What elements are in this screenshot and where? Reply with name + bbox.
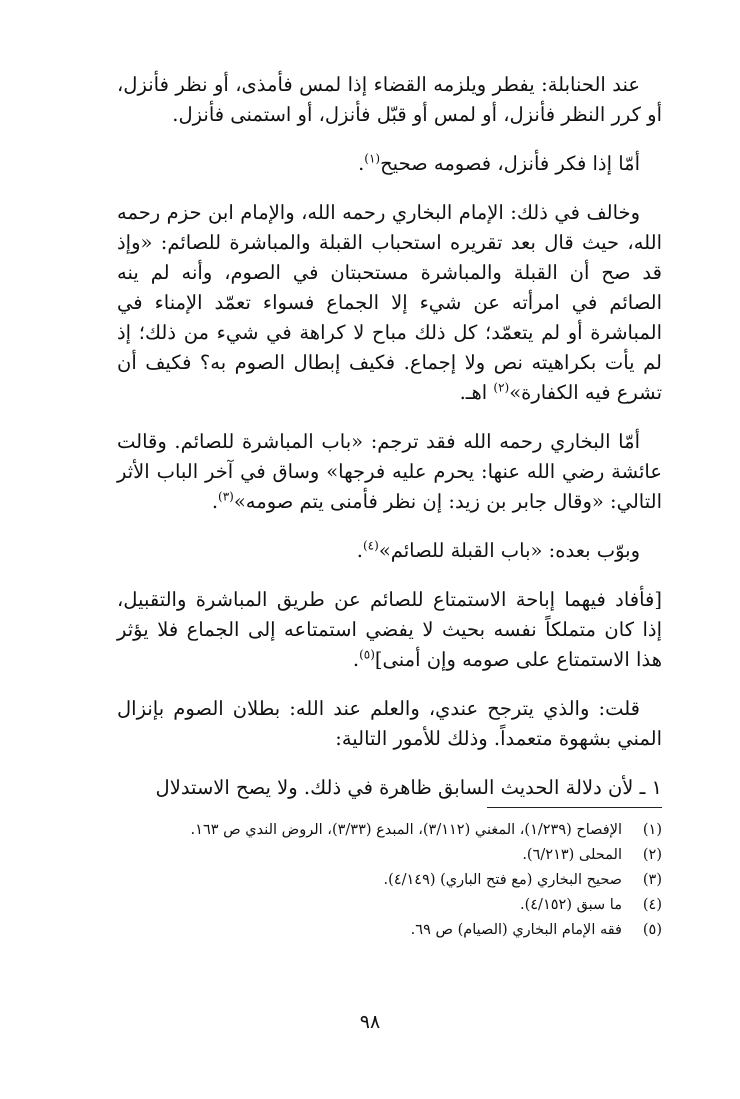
footnote-ref: (٢) <box>493 380 510 395</box>
footnote-text: صحيح البخاري (مع فتح الباري) (٤/١٤٩). <box>383 872 622 888</box>
paragraph-disagreement: وخالف في ذلك: الإمام البخاري رحمه الله، والإمام ابن حزم رحمه الله، حيث قال بعد تقريره استحباب القبلة والمباشرة للصائم: «وإذ قد صح أن القبلة والمباشرة مستحبتان في الصوم، وأنه لم ينه الصائم في امرأته عن شيء إلا الجماع فسواء تعمّد الإمناء في المباشرة أو لم يتعمّد؛ كل ذلك مباح لا كراهة في شيء من ذلك؛ إذ لم يأت بكراهيته نص ولا إجماع. فكيف إبطال الصوم به؟ فكيف أن تشرع فيه الكفارة»$^{(٢)}$ اهـ. <box>117 201 662 404</box>
footnote-ref: (٥) <box>359 647 375 662</box>
footnotes-list <box>117 818 662 943</box>
footnote-item <box>117 843 662 868</box>
footnote-text: الإفصاح (١/٢٣٩)، المغني (٣/١١٢)، المبدع (٣/٣٣)، الروض الندي ص ١٦٣. <box>190 822 622 838</box>
footnote-ref: (٤) <box>362 538 379 553</box>
footnote-ref: (٣) <box>218 489 234 504</box>
page-number: ٩٨ <box>359 1011 381 1033</box>
footnote-number: (٣) <box>642 872 662 888</box>
paragraph-kiss-chapter: وبوّب بعده: «باب القبلة للصائم»$^{(٤)}$. <box>356 538 640 562</box>
paragraph-opinion: قلت: والذي يترجح عندي، والعلم عند الله: بطلان الصوم بإنزال المني بشهوة متعمداً. وذلك للأمور التالية: <box>117 697 662 750</box>
body-text <box>117 70 662 822</box>
paragraph-hanabila: عند الحنابلة: يفطر ويلزمه القضاء إذا لمس فأمذى، أو نظر فأنزل، أو كرر النظر فأنزل، أو لمس أو قبّل فأنزل، أو استمنى فأنزل. <box>117 73 662 126</box>
paragraph-point-one: ١ ـ لأن دلالة الحديث السابق ظاهرة في ذلك. ولا يصح الاستدلال <box>155 776 662 799</box>
footnote-divider <box>487 807 662 808</box>
footnote-number: (١) <box>642 822 662 838</box>
paragraph-thinking: أمّا إذا فكر فأنزل، فصومه صحيح$^{(١)}$. <box>358 151 640 175</box>
paragraph-quote: [فأفاد فيهما إباحة الاستمتاع للصائم عن طريق المباشرة والتقبيل، إذا كان متملكاً نفسه بحيث لا يفضي استمتاعه إلى الجماع فلا يؤثر هذا الاستمتاع على صومه وإن أمنى]$^{(٥)}$. <box>117 588 662 671</box>
footnote-ref: (١) <box>364 151 381 166</box>
paragraph-bukhari-chapter: أمّا البخاري رحمه الله فقد ترجم: «باب المباشرة للصائم. وقالت عائشة رضي الله عنها: يحرم عليه فرجها» وساق في آخر الباب الأثر التالي: «وقال جابر بن زيد: إن نظر فأمنى يتم صومه»$^{(٣)}$. <box>117 430 662 513</box>
footnote-item <box>117 918 662 943</box>
footnote-text: ما سبق (٤/١٥٢). <box>519 897 622 913</box>
footnote-text: فقه الإمام البخاري (الصيام) ص ٦٩. <box>410 922 622 938</box>
footnote-item <box>117 893 662 918</box>
footnote-number: (٥) <box>642 922 662 938</box>
footnote-item <box>117 868 662 893</box>
footnote-number: (٢) <box>642 847 662 863</box>
footnote-item <box>117 818 662 843</box>
footnote-text: المحلى (٦/٢١٣). <box>522 847 622 863</box>
footnote-number: (٤) <box>642 897 662 913</box>
